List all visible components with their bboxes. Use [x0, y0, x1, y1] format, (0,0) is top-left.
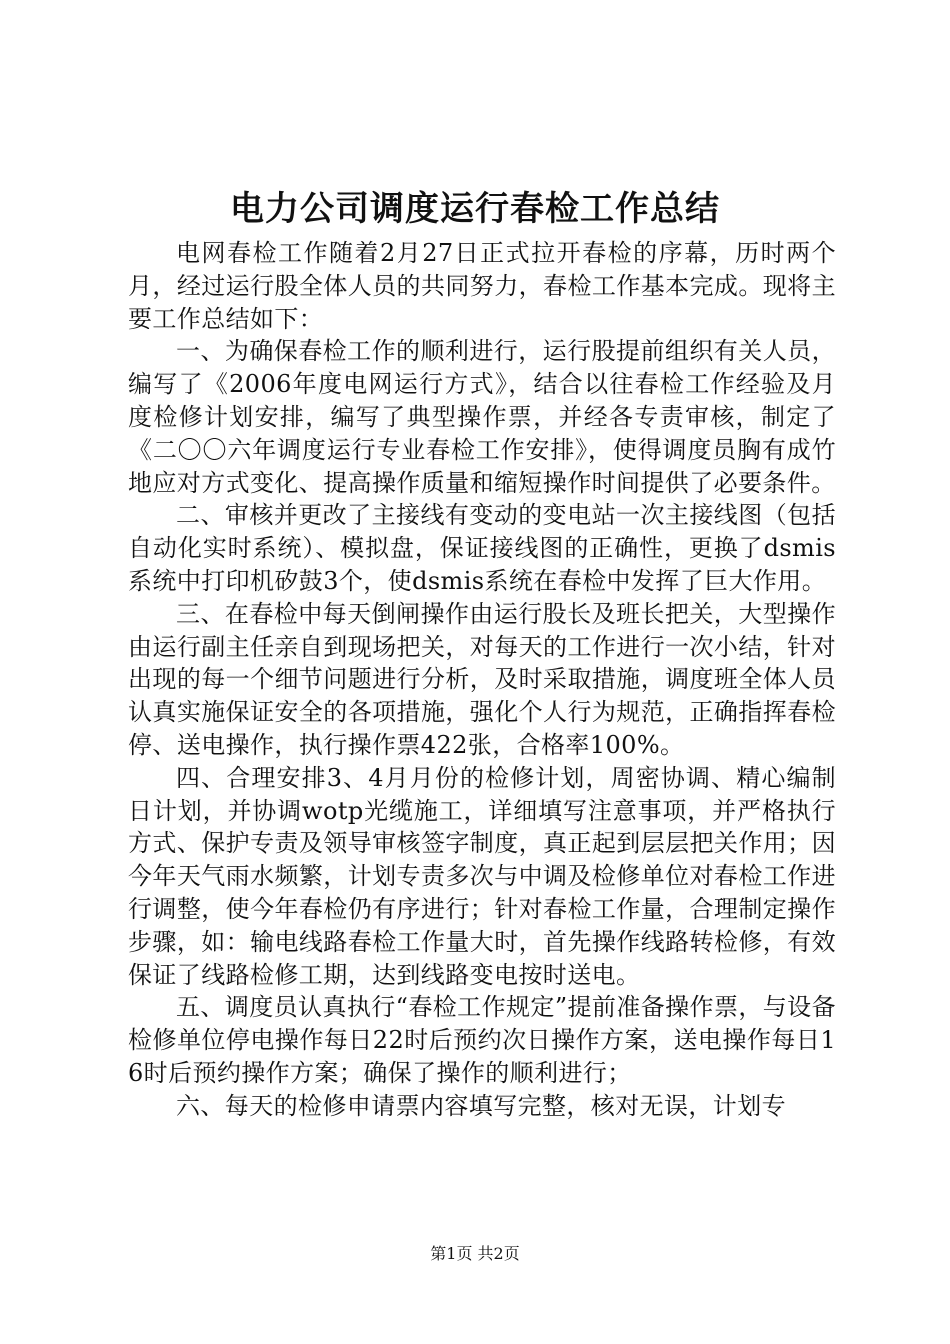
paragraph-item-6: 六、每天的检修申请票内容填写完整，核对无误，计划专 [176, 1091, 786, 1120]
page-number-footer: 第1页 共2页 [430, 1244, 520, 1263]
paragraph-item-4: 四、合理安排3、4月月份的检修计划，周密协调、精心编制日计划，并协调wotp光缆施工，详细填写注意事项，并严格执行方式、保护专责及领导审核签字制度，真正起到层层把关作用；因今年天气雨水频繁，计划专责多次与中调及检修单位对春检工作进行调整，使今年春检仍有序进行；针对春检工作量，合理制定操作步骤，如：输电线路春检工作量大时，首先操作线路转检修，有效保证了线路检修工期，达到线路变电按时送电。 [128, 763, 836, 989]
paragraph-item-2: 二、审核并更改了主接线有变动的变电站一次主接线图（包括自动化实时系统）、模拟盘，保证接线图的正确性，更换了dsmis系统中打印机矽鼓3个，使dsmis系统在春检中发挥了巨大作用。 [128, 501, 836, 595]
paragraph-intro: 电网春检工作随着2月27日正式拉开春检的序幕，历时两个月，经过运行股全体人员的共同努力，春检工作基本完成。现将主要工作总结如下： [128, 239, 836, 333]
paragraph-item-1: 一、为确保春检工作的顺利进行，运行股提前组织有关人员，编写了《2006年度电网运行方式》，结合以往春检工作经验及月度检修计划安排，编写了典型操作票，并经各专责审核，制定了《二〇〇六年调度运行专业春检工作安排》，使得调度员胸有成竹地应对方式变化、提高操作质量和缩短操作时间提供了必要条件。 [128, 337, 836, 497]
paragraph-item-3: 三、在春检中每天倒闸操作由运行股长及班长把关，大型操作由运行副主任亲自到现场把关，对每天的工作进行一次小结，针对出现的每一个细节问题进行分析，及时采取措施，调度班全体人员认真实施保证安全的各项措施，强化个人行为规范，正确指挥春检停、送电操作，执行操作票422张，合格率100%。 [128, 599, 836, 759]
document-title: 电力公司调度运行春检工作总结 [230, 189, 720, 229]
document-body [128, 237, 836, 1123]
paragraph-item-5: 五、调度员认真执行“春检工作规定”提前准备操作票，与设备检修单位停电操作每日22时后预约次日操作方案，送电操作每日16时后预约操作方案；确保了操作的顺利进行； [128, 993, 836, 1087]
